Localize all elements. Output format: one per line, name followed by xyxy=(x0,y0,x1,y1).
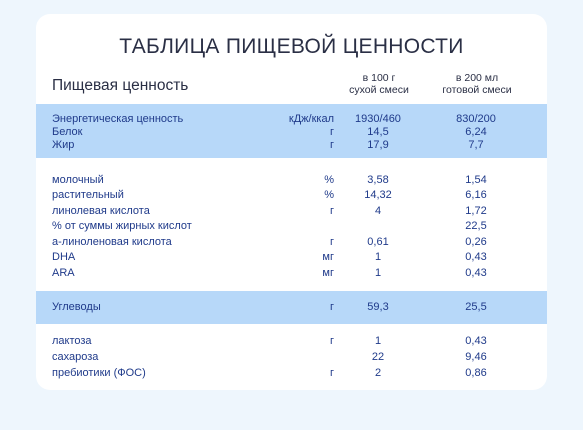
page-title: ТАБЛИЦА ПИЩЕВОЙ ЦЕННОСТИ xyxy=(119,35,464,58)
row-label: ARA xyxy=(52,267,75,279)
row-label: Белок xyxy=(52,126,83,138)
row-label: растительный xyxy=(52,189,124,201)
row-label: линолевая кислота xyxy=(52,205,150,217)
row-unit: % xyxy=(324,189,334,201)
row-value-dry: 1930/460 xyxy=(355,113,401,125)
row-value-ready: 830/200 xyxy=(456,113,496,125)
row-label: % от суммы жирных кислот xyxy=(52,220,192,232)
row-value-ready: 22,5 xyxy=(465,220,487,232)
row-unit: г xyxy=(329,126,334,138)
row-value-dry: 1 xyxy=(374,335,382,347)
row-value-ready: 0,26 xyxy=(465,236,487,248)
table-row xyxy=(36,138,547,153)
row-label: DHA xyxy=(52,251,76,263)
nutrition-card xyxy=(36,14,547,390)
row-unit: г xyxy=(329,236,334,248)
row-value-ready: 6,16 xyxy=(465,189,487,201)
row-value-dry: 14,5 xyxy=(367,126,389,138)
row-label: сахароза xyxy=(52,351,99,363)
table-row xyxy=(36,173,547,188)
column-header-ready-line2: готовой смеси xyxy=(442,84,512,96)
row-value-ready: 6,24 xyxy=(465,126,487,138)
table-row xyxy=(36,204,547,219)
row-unit: г xyxy=(329,301,334,313)
row-value-dry: 17,9 xyxy=(367,139,389,151)
column-header-dry xyxy=(336,72,422,96)
row-label: Жир xyxy=(52,139,75,151)
row-value-dry: 1 xyxy=(374,267,382,279)
column-header-ready-line1: в 200 мл xyxy=(455,72,499,84)
row-unit: кДж/ккал xyxy=(288,113,334,125)
row-label: Энергетическая ценность xyxy=(52,113,184,125)
row-value-ready: 0,43 xyxy=(465,267,487,279)
table-row xyxy=(36,250,547,265)
row-value-ready: 0,43 xyxy=(465,335,487,347)
row-value-dry: 0,61 xyxy=(367,236,389,248)
table-row xyxy=(36,188,547,203)
row-value-dry: 22 xyxy=(371,351,385,363)
row-value-dry: 1 xyxy=(374,251,382,263)
row-unit: мг xyxy=(322,251,334,263)
table-row xyxy=(36,334,547,349)
table-row xyxy=(36,366,547,381)
table-row xyxy=(36,219,547,234)
column-header-dry-line1: в 100 г xyxy=(362,72,396,84)
table-row xyxy=(36,266,547,281)
table-row xyxy=(36,350,547,365)
row-unit: г xyxy=(329,205,334,217)
column-header-dry-line2: сухой смеси xyxy=(349,84,409,96)
row-unit: % xyxy=(324,174,334,186)
row-value-ready: 1,54 xyxy=(465,174,487,186)
row-value-dry: 14,32 xyxy=(364,189,392,201)
row-value-dry: 4 xyxy=(374,205,382,217)
row-value-ready: 0,86 xyxy=(465,367,487,379)
row-label: а-линоленовая кислота xyxy=(52,236,172,248)
row-value-ready: 0,43 xyxy=(465,251,487,263)
row-unit: г xyxy=(329,139,334,151)
row-value-ready: 25,5 xyxy=(465,301,487,313)
table-row xyxy=(36,235,547,250)
table-subtitle: Пищевая ценность xyxy=(52,77,189,94)
row-label: Углеводы xyxy=(52,301,101,313)
row-value-dry: 59,3 xyxy=(367,301,389,313)
row-label: пребиотики (ФОС) xyxy=(52,367,146,379)
row-value-ready: 1,72 xyxy=(465,205,487,217)
row-value-dry: 2 xyxy=(374,367,382,379)
row-label: молочный xyxy=(52,174,104,186)
row-unit: г xyxy=(329,335,334,347)
row-value-ready: 7,7 xyxy=(468,139,484,151)
column-header-ready xyxy=(434,72,520,96)
row-value-dry: 3,58 xyxy=(367,174,389,186)
row-unit: г xyxy=(329,367,334,379)
row-unit: мг xyxy=(322,267,334,279)
row-label: лактоза xyxy=(52,335,92,347)
table-row xyxy=(36,300,547,315)
row-value-ready: 9,46 xyxy=(465,351,487,363)
